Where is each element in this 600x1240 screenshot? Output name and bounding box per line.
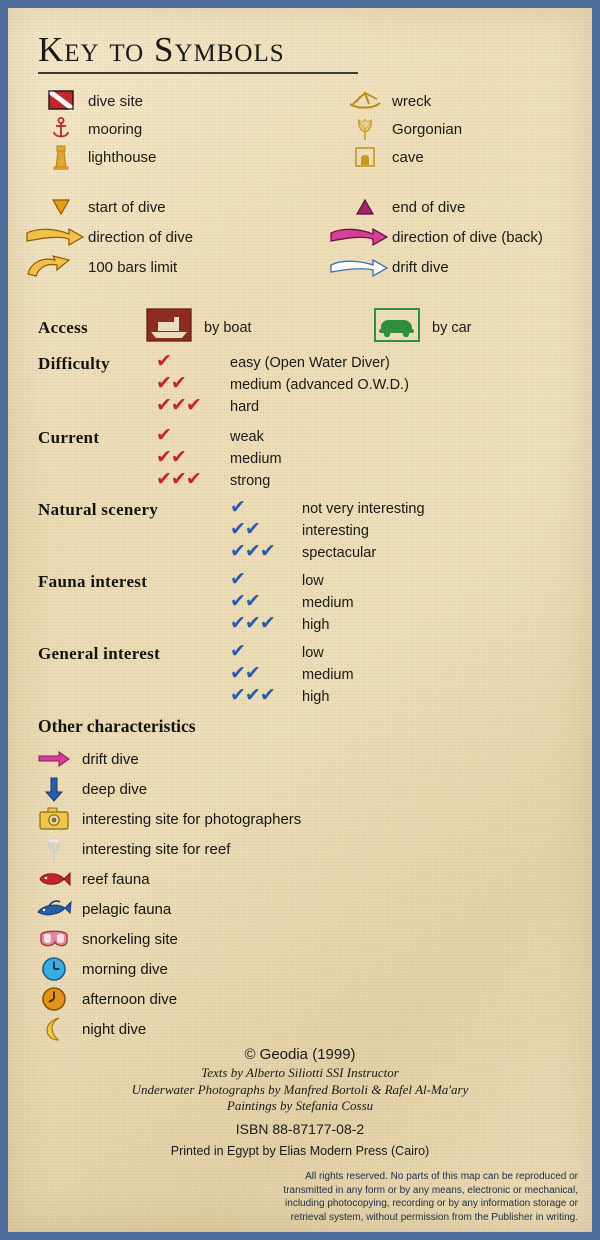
other-row-deep-dive [26, 774, 147, 804]
difficulty-block [8, 352, 592, 424]
dive-flag-icon [34, 90, 88, 112]
credit-paintings: Paintings by Stefania Cossu [226, 1098, 374, 1114]
natural-scenery-ticks-1: ✔ [230, 497, 245, 518]
symbol-label: direction of dive (back) [392, 228, 543, 246]
wreck-icon [338, 90, 392, 112]
current-block [8, 426, 592, 496]
credit-texts: Texts by Alberto Siliotti SSI Instructor [201, 1065, 399, 1081]
other-label: pelagic fauna [82, 900, 172, 918]
car-icon [374, 308, 420, 347]
difficulty-ticks-1: ✔ [156, 351, 171, 372]
symbols-dive-group [8, 194, 592, 286]
drift-arrow-icon [26, 750, 82, 768]
triangle-up-icon [338, 197, 392, 217]
title-underline [38, 72, 358, 74]
other-characteristics-block [8, 716, 592, 1038]
fauna-interest-ticks-1: ✔ [230, 569, 245, 590]
current-ticks-3: ✔✔✔ [156, 469, 201, 490]
general-interest-ticks-2: ✔✔ [230, 663, 260, 684]
symbol-label: lighthouse [88, 148, 157, 166]
other-label: snorkeling site [82, 930, 178, 948]
copyright-line: © Geodia (1999) [244, 1046, 356, 1064]
gorgonian-icon [338, 116, 392, 142]
symbol-label: cave [392, 148, 424, 166]
fauna-interest-block [8, 570, 592, 640]
fauna-interest-level-label: high [302, 617, 330, 633]
access-by-boat-label: by boat [204, 320, 252, 336]
general-interest-ticks-3: ✔✔✔ [230, 685, 275, 706]
isbn-line: ISBN 88-87177-08-2 [235, 1121, 365, 1137]
credit-photographs: Underwater Photographs by Manfred Bortoli & Rafel Al-Ma'ary [131, 1081, 469, 1097]
fauna-interest-ticks-3: ✔✔✔ [230, 613, 275, 634]
page-title [38, 30, 592, 70]
symbol-row-start-of-dive [34, 194, 166, 220]
natural-scenery-level-label: not very interesting [302, 501, 425, 517]
other-label: deep dive [82, 780, 148, 798]
symbol-row-gorgonian [338, 116, 462, 142]
symbol-row-direction-of-dive-back [328, 224, 543, 250]
difficulty-level-label: hard [230, 399, 260, 415]
general-interest-ticks-1: ✔ [230, 641, 245, 662]
fauna-interest-level-label: low [302, 573, 324, 589]
other-row-reef [26, 834, 230, 864]
difficulty-label: Difficulty [38, 354, 110, 373]
difficulty-ticks-2: ✔✔ [156, 373, 186, 394]
access-by-car-label: by car [432, 320, 472, 336]
other-label: night dive [82, 1020, 147, 1038]
morning-clock-icon [26, 956, 82, 982]
pelagic-fish-icon [26, 897, 82, 921]
current-level-label: weak [230, 429, 264, 445]
afternoon-clock-icon [26, 986, 82, 1012]
fauna-interest-label: Fauna interest [38, 572, 148, 591]
footer [8, 1046, 592, 1224]
other-row-afternoon-dive [26, 984, 177, 1014]
cave-icon [338, 145, 392, 169]
symbol-row-drift-dive [328, 254, 449, 280]
difficulty-ticks-3: ✔✔✔ [156, 395, 201, 416]
other-characteristics-title: Other characteristics [38, 716, 196, 736]
general-interest-label: General interest [38, 644, 161, 663]
page-title-text: Key to Symbols [38, 30, 285, 69]
snorkel-mask-icon [26, 927, 82, 951]
camera-icon [26, 807, 82, 831]
anchor-icon [34, 117, 88, 141]
current-label: Current [38, 428, 100, 447]
other-label: drift dive [82, 750, 139, 768]
symbol-row-lighthouse [34, 144, 156, 170]
arrow-100-bars-icon [24, 254, 88, 280]
symbol-label: Gorgonian [392, 120, 463, 138]
symbol-row-100-bars-limit [24, 254, 177, 280]
fauna-interest-level-label: medium [302, 595, 354, 611]
boat-icon [146, 308, 192, 347]
natural-scenery-level-label: spectacular [302, 545, 377, 561]
other-label: reef fauna [82, 870, 150, 888]
other-row-drift-dive [26, 744, 139, 774]
other-row-snorkeling-site [26, 924, 178, 954]
symbol-row-cave [338, 144, 424, 170]
other-label: morning dive [82, 960, 168, 978]
symbol-row-direction-of-dive [24, 224, 193, 250]
difficulty-level-label: medium (advanced O.W.D.) [230, 377, 409, 393]
symbols-top-group [8, 88, 592, 176]
general-interest-level-label: low [302, 645, 324, 661]
general-interest-block [8, 642, 592, 716]
lighthouse-icon [34, 144, 88, 170]
natural-scenery-ticks-3: ✔✔✔ [230, 541, 275, 562]
current-level-label: medium [230, 451, 282, 467]
symbol-label: drift dive [392, 258, 449, 276]
symbol-label: dive site [88, 92, 144, 110]
current-level-label: strong [230, 473, 271, 489]
other-row-reef-fauna [26, 864, 150, 894]
coral-icon [26, 835, 82, 863]
natural-scenery-level-label: interesting [302, 523, 369, 539]
rights-notice: All rights reserved. No parts of this map can be reproduced or transmitted in any form or by any means, electronic or mechanical, including photocopying, recording or by any information storage or retrieval system, without permission from the Publisher in writing. [283, 1171, 578, 1223]
natural-scenery-block [8, 498, 592, 568]
arrow-direction-icon [24, 226, 88, 248]
symbol-label: end of dive [392, 198, 466, 216]
symbol-row-dive-site [34, 88, 143, 114]
access-label: Access [38, 318, 88, 337]
general-interest-level-label: high [302, 689, 330, 705]
arrow-direction-back-icon [328, 226, 392, 248]
current-ticks-1: ✔ [156, 425, 171, 446]
symbol-label: wreck [392, 92, 432, 110]
current-ticks-2: ✔✔ [156, 447, 186, 468]
access-block [8, 304, 592, 348]
other-row-photographers [26, 804, 301, 834]
other-label: interesting site for photographers [82, 810, 302, 828]
triangle-down-icon [34, 197, 88, 217]
other-row-pelagic-fauna [26, 894, 171, 924]
other-label: afternoon dive [82, 990, 178, 1008]
reef-fish-icon [26, 869, 82, 889]
fauna-interest-ticks-2: ✔✔ [230, 591, 260, 612]
general-interest-level-label: medium [302, 667, 354, 683]
symbol-row-end-of-dive [338, 194, 465, 220]
moon-icon [26, 1016, 82, 1042]
other-label: interesting site for reef [82, 840, 231, 858]
symbol-label: mooring [88, 120, 143, 138]
natural-scenery-label: Natural scenery [38, 500, 159, 519]
symbol-label: direction of dive [88, 228, 194, 246]
key-to-symbols-page [8, 8, 592, 1232]
printed-line: Printed in Egypt by Elias Modern Press (Cairo) [170, 1144, 430, 1158]
difficulty-level-label: easy (Open Water Diver) [230, 355, 390, 371]
natural-scenery-ticks-2: ✔✔ [230, 519, 260, 540]
symbol-row-wreck [338, 88, 431, 114]
other-row-morning-dive [26, 954, 168, 984]
other-row-night-dive [26, 1014, 146, 1044]
arrow-drift-icon [328, 256, 392, 278]
symbol-label: 100 bars limit [88, 258, 178, 276]
symbol-label: start of dive [88, 198, 166, 216]
down-arrow-icon [26, 776, 82, 802]
symbol-row-mooring [34, 116, 142, 142]
